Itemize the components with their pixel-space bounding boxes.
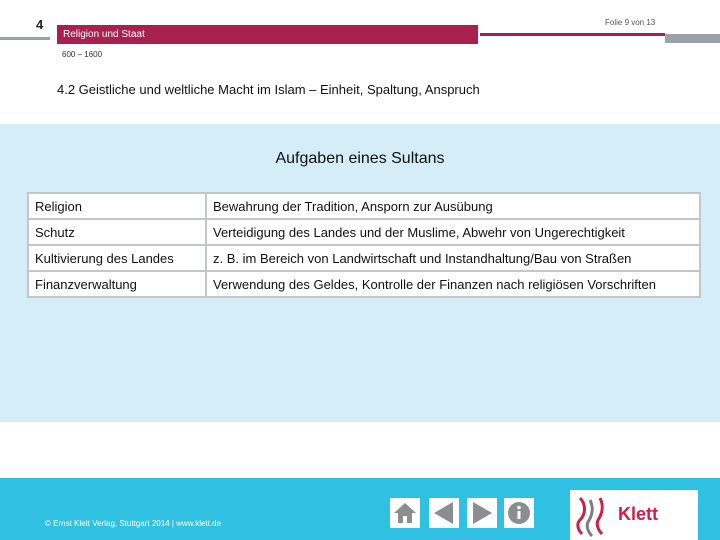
klett-logo	[570, 490, 698, 540]
klett-emblem-icon	[570, 490, 618, 540]
info-icon	[504, 498, 534, 528]
chapter-number: 4	[36, 17, 44, 32]
table-row	[28, 219, 700, 245]
section-title: 4.2 Geistliche und weltliche Macht im Islam – Einheit, Spaltung, Anspruch	[57, 82, 480, 97]
previous-icon	[429, 498, 459, 528]
row-description: Bewahrung der Tradition, Ansporn zur Ausübung	[206, 193, 700, 219]
row-description: z. B. im Bereich von Landwirtschaft und Instandhaltung/Bau von Straßen	[206, 245, 700, 271]
row-term: Kultivierung des Landes	[28, 245, 206, 271]
copyright: © Ernst Klett Verlag, Stuttgart 2014 | www.klett.de	[45, 519, 222, 528]
row-description: Verwendung des Geldes, Kontrolle der Finanzen nach religiösen Vorschriften	[206, 271, 700, 297]
row-term: Finanzverwaltung	[28, 271, 206, 297]
info-button[interactable]	[504, 498, 534, 528]
header-bar	[57, 25, 478, 44]
footer	[0, 478, 720, 540]
slide-counter: Folie 9 von 13	[605, 18, 656, 27]
previous-button[interactable]	[429, 498, 459, 528]
home-button[interactable]	[390, 498, 420, 528]
tasks-table	[27, 192, 701, 298]
header-title: Religion und Staat	[63, 29, 145, 40]
table-row	[28, 245, 700, 271]
home-icon	[390, 498, 420, 528]
content-area	[0, 124, 720, 422]
left-rule	[0, 37, 50, 40]
row-description: Verteidigung des Landes und der Muslime, Abwehr von Ungerechtigkeit	[206, 219, 700, 245]
right-rule	[480, 33, 665, 36]
next-icon	[467, 498, 497, 528]
next-button[interactable]	[467, 498, 497, 528]
table-row	[28, 271, 700, 297]
grey-tab	[665, 34, 720, 43]
row-term: Religion	[28, 193, 206, 219]
row-term: Schutz	[28, 219, 206, 245]
table-title: Aufgaben eines Sultans	[275, 150, 445, 167]
table-row	[28, 193, 700, 219]
logo-text: Klett	[618, 504, 658, 524]
period-label: 600 – 1600	[62, 50, 103, 59]
